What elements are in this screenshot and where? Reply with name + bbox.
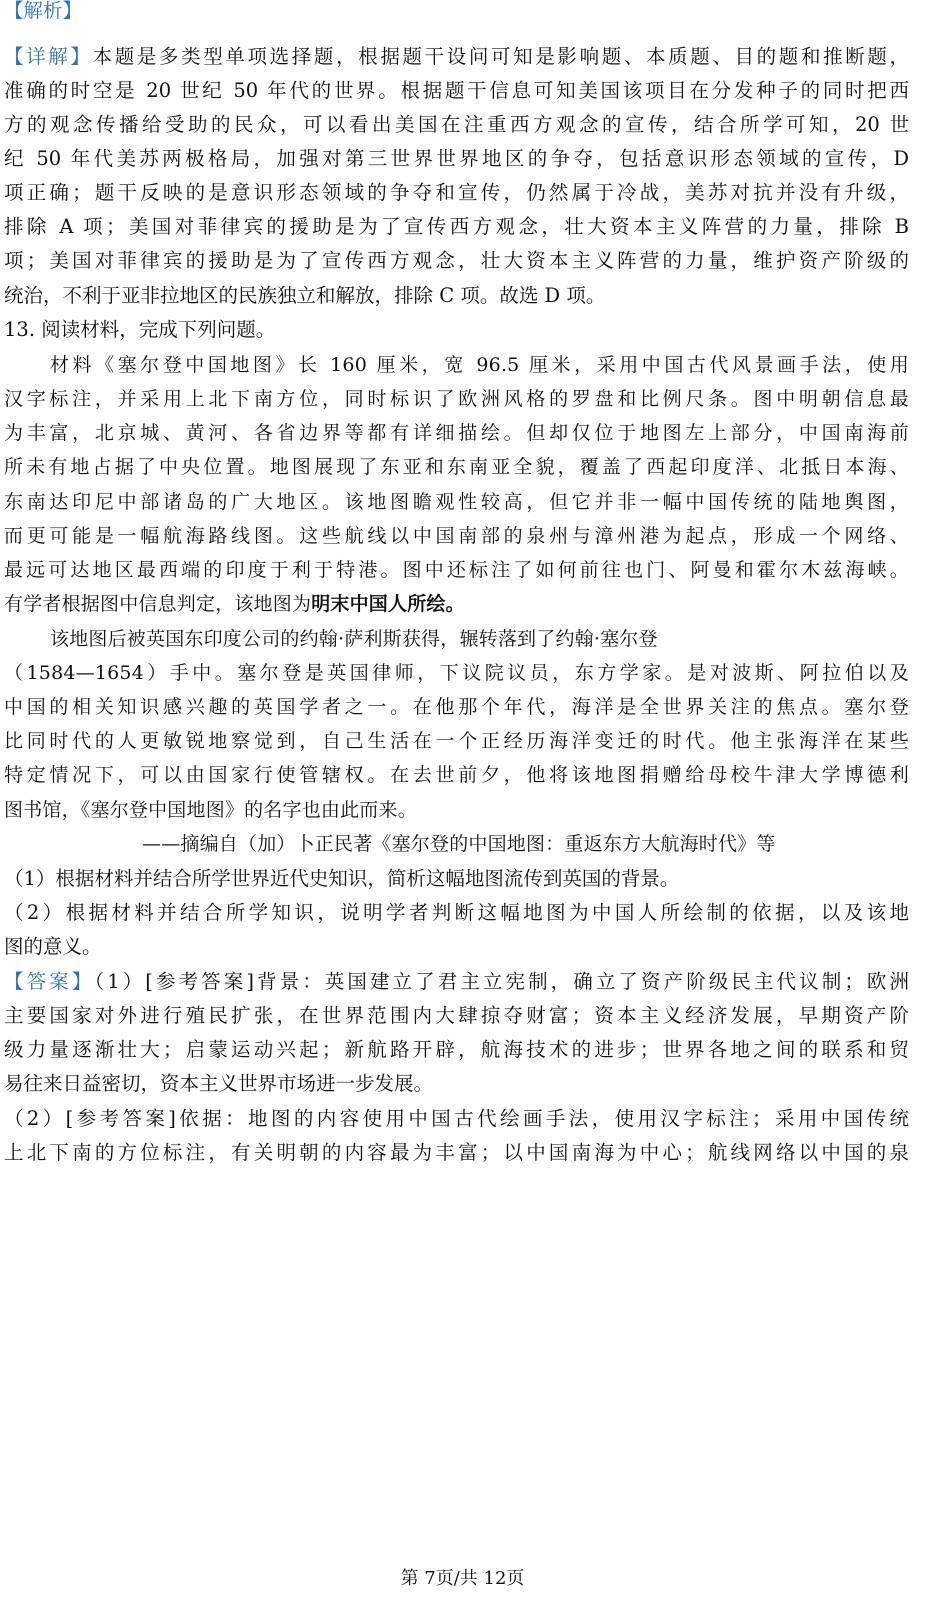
material-source: ——摘编自（加）卜正民著《塞尔登的中国地图：重返东方大航海时代》等 [142,833,776,855]
detail-tag: 【详解】 [4,45,93,68]
detail-line-6: 排除 A 项；美国对菲律宾的援助是为了宣传西方观念，壮大资本主义阵营的力量，排除 B [4,215,909,238]
material1-line-2: 汉字标注，并采用上北下南方位，同时标识了欧洲风格的罗盘和比例尺条。图中明朝信息最 [4,388,909,410]
detail-line-4: 纪 50 年代美苏两极格局，加强对第三世界世界地区的争夺，包括意识形态领域的宣传，D [4,147,909,170]
material1-line-4: 所未有地占据了中央位置。地图展现了东亚和东南亚全貌，覆盖了西起印度洋、北抵日本海、 [4,456,909,478]
material1-conclusion: 明末中国人所绘。 [311,593,465,615]
material2-line-5: 特定情况下，可以由国家行使管辖权。在去世前夕，他将该地图捐赠给母校牛津大学博德利 [4,764,909,786]
material1-line-6: 而更可能是一幅航海路线图。这些航线以中国南部的泉州与漳州港为起点，形成一个网络、 [4,525,909,547]
material2-line-6: 图书馆，《塞尔登中国地图》的名字也由此而来。 [4,799,417,821]
answer-line-1 [4,965,909,999]
material1-line-1: 材料《塞尔登中国地图》长 160 厘米，宽 96.5 厘米，采用中国古代风景画手法，使用 [50,354,909,376]
page-footer: 第 7页/共 12页 [400,1568,525,1589]
material1-line-7: 最远可达地区最西端的印度于利于特港。图中还标注了如何前往也门、阿曼和霍尔木兹海峡。 [4,559,909,581]
material2-line-4: 比同时代的人更敏锐地察觉到，自己生活在一个正经历海洋变迁的时代。他主张海洋在某些 [4,730,909,752]
detail-line-3: 方的观念传播给受助的民众，可以看出美国在注重西方观念的宣传，结合所学可知，20 世 [4,113,909,136]
detail-text: 本题是多类型单项选择题，根据题干设问可知是影响题、本质题、目的题和推断题， [92,45,909,68]
answer2-line-2: 上北下南的方位标注，有关明朝的内容最为丰富；以中国南海为中心；航线网络以中国的泉 [4,1141,909,1164]
analysis-heading: 【解析】 [4,0,83,22]
question-1: （1）根据材料并结合所学世界近代史知识，简析这幅地图流传到英国的背景。 [4,867,680,890]
detail-line-5: 项正确；题干反映的是意识形态领域的争夺和宣传，仍然属于冷战，美苏对抗并没有升级， [4,181,909,204]
material1-last-prefix: 有学者根据图中信息判定，该地图为 [4,593,312,615]
material1-line-8 [4,587,909,621]
question-2-line-2: 图的意义。 [4,935,102,958]
answer-line-3: 级力量逐渐壮大；启蒙运动兴起；新航路开辟，航海技术的进步；世界各地之间的联系和贸 [4,1038,909,1061]
question-2-line-1: （2）根据材料并结合所学知识，说明学者判断这幅地图为中国人所绘制的依据，以及该地 [4,901,909,924]
detail-line-1 [4,40,909,74]
material2-line-3: 中国的相关知识感兴趣的英国学者之一。在他那个年代，海洋是全世界关注的焦点。塞尔登 [4,696,909,718]
detail-line-2: 准确的时空是 20 世纪 50 年代的世界。根据题干信息可知美国该项目在分发种子的同时把西 [4,79,909,102]
answer-text: （1）[参考答案]背景：英国建立了君主立宪制，确立了资产阶级民主代议制；欧洲 [94,970,909,993]
answer-line-2: 主要国家对外进行殖民扩张，在世界范围内大肆掠夺财富；资本主义经济发展，早期资产阶 [4,1004,909,1027]
detail-line-8: 统治，不利于亚非拉地区的民族独立和解放，排除 C 项。故选 D 项。 [4,284,606,307]
detail-line-7: 项；美国对菲律宾的援助是为了宣传西方观念，壮大资本主义阵营的力量，维护资产阶级的 [4,249,909,272]
answer-tag: 【答案】 [4,970,95,993]
question-13-title: 13. 阅读材料，完成下列问题。 [4,318,276,341]
answer2-line-1: （2）[参考答案]依据：地图的内容使用中国古代绘画手法，使用汉字标注；采用中国传统 [4,1107,909,1130]
material1-line-3: 为丰富，北京城、黄河、各省边界等都有详细描绘。但却仅位于地图左上部分，中国南海前 [4,422,909,444]
answer-line-4: 易往来日益密切，资本主义世界市场进一步发展。 [4,1072,434,1095]
material1-line-5: 东南达印尼中部诸岛的广大地区。该地图瞻观性较高，但它并非一幅中国传统的陆地舆图， [4,491,909,513]
material2-line-2: （1584—1654）手中。塞尔登是英国律师，下议院议员，东方学家。是对波斯、阿拉伯以及 [4,662,909,684]
material2-line-1: 该地图后被英国东印度公司的约翰·萨利斯获得，辗转落到了约翰·塞尔登 [50,628,658,650]
